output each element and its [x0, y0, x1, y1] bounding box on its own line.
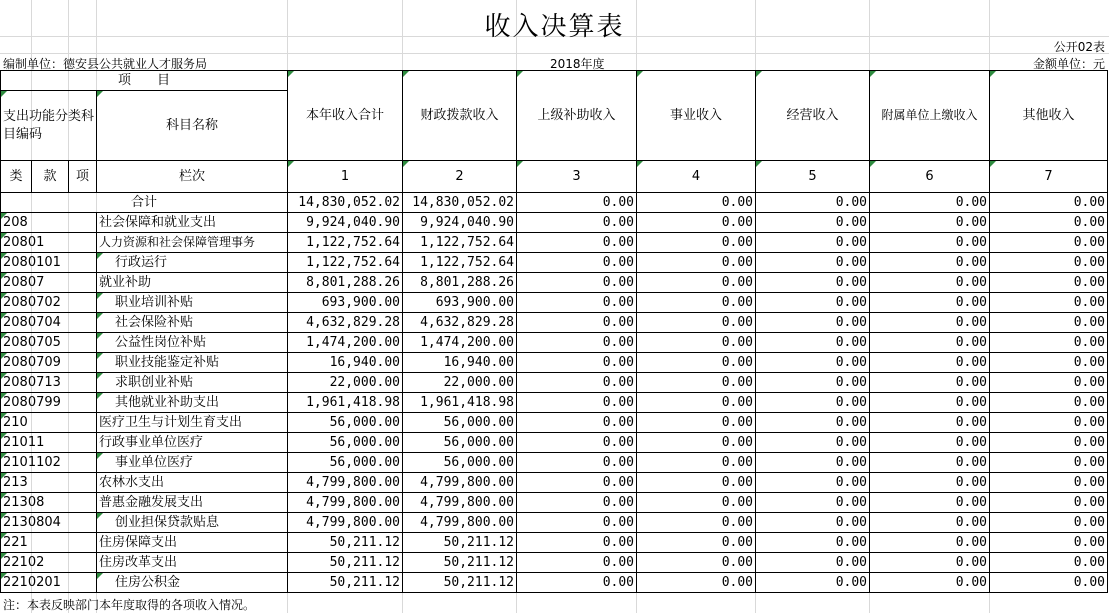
- amount-cell: 16,940.00: [403, 353, 517, 373]
- table-row: [1, 573, 1108, 593]
- amount-cell: 0.00: [637, 533, 756, 553]
- amount-cell: 56,000.00: [288, 433, 403, 453]
- subject-name: 行政运行: [97, 253, 288, 273]
- amount-cell: 0.00: [637, 513, 756, 533]
- amount-cell: 0.00: [756, 233, 870, 253]
- table-row: [1, 493, 1108, 513]
- amount-cell: 0.00: [517, 233, 637, 253]
- subject-code: 2080702: [1, 293, 97, 313]
- subject-code: 2080705: [1, 333, 97, 353]
- subject-name: 普惠金融发展支出: [97, 493, 288, 513]
- amount-cell: 56,000.00: [288, 413, 403, 433]
- amount-cell: 0.00: [870, 393, 990, 413]
- table-row: [1, 553, 1108, 573]
- amount-cell: 0.00: [637, 493, 756, 513]
- amount-cell: 22,000.00: [288, 373, 403, 393]
- amount-cell: 0.00: [756, 353, 870, 373]
- subject-code: 20801: [1, 233, 97, 253]
- header-subject-name: 科目名称: [97, 91, 288, 161]
- amount-cell: 0.00: [517, 513, 637, 533]
- subject-code: 22102: [1, 553, 97, 573]
- amount-cell: 0.00: [990, 393, 1108, 413]
- amount-cell: 0.00: [990, 493, 1108, 513]
- amount-cell: 0.00: [990, 553, 1108, 573]
- amount-cell: 0.00: [870, 213, 990, 233]
- amount-cell: 0.00: [637, 273, 756, 293]
- amount-cell: 0.00: [990, 333, 1108, 353]
- gridline: [0, 53, 1109, 54]
- amount-cell: 0.00: [870, 313, 990, 333]
- amount-cell: 50,211.12: [403, 553, 517, 573]
- header-kuan: 款: [32, 161, 69, 193]
- total-value: 0.00: [870, 193, 990, 213]
- amount-cell: 4,799,800.00: [288, 513, 403, 533]
- table-row: [1, 273, 1108, 293]
- total-value: 0.00: [637, 193, 756, 213]
- amount-cell: 0.00: [870, 353, 990, 373]
- amount-cell: 0.00: [637, 373, 756, 393]
- amount-cell: 0.00: [870, 233, 990, 253]
- amount-cell: 16,940.00: [288, 353, 403, 373]
- subject-name: 创业担保贷款贴息: [97, 513, 288, 533]
- amount-cell: 0.00: [756, 493, 870, 513]
- amount-cell: 0.00: [870, 573, 990, 593]
- amount-cell: 0.00: [756, 273, 870, 293]
- amount-cell: 0.00: [517, 353, 637, 373]
- amount-cell: 0.00: [756, 413, 870, 433]
- total-label: 合计: [1, 193, 288, 213]
- subject-name: 社会保险补贴: [97, 313, 288, 333]
- amount-cell: 1,122,752.64: [403, 253, 517, 273]
- header-code-group: 支出功能分类科目编码: [1, 91, 97, 161]
- subject-code: 21308: [1, 493, 97, 513]
- amount-cell: 0.00: [637, 433, 756, 453]
- amount-cell: 0.00: [756, 573, 870, 593]
- amount-cell: 50,211.12: [403, 533, 517, 553]
- amount-cell: 0.00: [990, 473, 1108, 493]
- amount-cell: 0.00: [870, 253, 990, 273]
- amount-cell: 0.00: [637, 393, 756, 413]
- amount-cell: 9,924,040.90: [403, 213, 517, 233]
- amount-cell: 0.00: [756, 373, 870, 393]
- report-title: 收入决算表: [484, 12, 625, 42]
- income-table: [0, 70, 1108, 593]
- amount-cell: 0.00: [756, 513, 870, 533]
- col-header-total: 本年收入合计: [288, 71, 403, 161]
- header-lei: 类: [1, 161, 32, 193]
- amount-cell: 0.00: [990, 233, 1108, 253]
- subject-name: 行政事业单位医疗: [97, 433, 288, 453]
- col-header-affiliated: 附属单位上缴收入: [870, 71, 990, 161]
- amount-cell: 0.00: [990, 453, 1108, 473]
- amount-cell: 0.00: [990, 573, 1108, 593]
- col-header-business: 事业收入: [637, 71, 756, 161]
- amount-cell: 0.00: [637, 213, 756, 233]
- amount-cell: 4,799,800.00: [403, 473, 517, 493]
- amount-cell: 0.00: [517, 333, 637, 353]
- amount-cell: 0.00: [517, 253, 637, 273]
- subject-code: 2080713: [1, 373, 97, 393]
- amount-cell: 0.00: [870, 493, 990, 513]
- amount-cell: 0.00: [870, 553, 990, 573]
- amount-cell: 9,924,040.90: [288, 213, 403, 233]
- amount-cell: 4,799,800.00: [288, 473, 403, 493]
- subject-name: 求职创业补贴: [97, 373, 288, 393]
- amount-cell: 4,799,800.00: [288, 493, 403, 513]
- subject-name: 职业培训补贴: [97, 293, 288, 313]
- table-row: [1, 373, 1108, 393]
- amount-cell: 0.00: [637, 573, 756, 593]
- col-number: 7: [990, 161, 1108, 193]
- col-header-superior: 上级补助收入: [517, 71, 637, 161]
- amount-cell: 0.00: [990, 293, 1108, 313]
- amount-cell: 0.00: [990, 533, 1108, 553]
- amount-cell: 0.00: [870, 413, 990, 433]
- subject-code: 210: [1, 413, 97, 433]
- amount-cell: 0.00: [990, 373, 1108, 393]
- col-number: 1: [288, 161, 403, 193]
- total-value: 0.00: [756, 193, 870, 213]
- amount-cell: 1,122,752.64: [288, 253, 403, 273]
- header-xiang: 项: [69, 161, 97, 193]
- subject-code: 2080704: [1, 313, 97, 333]
- amount-cell: 0.00: [517, 553, 637, 573]
- amount-cell: 0.00: [870, 453, 990, 473]
- amount-cell: 0.00: [990, 273, 1108, 293]
- amount-cell: 0.00: [637, 253, 756, 273]
- col-number: 3: [517, 161, 637, 193]
- form-number: 公开02表: [1053, 40, 1105, 54]
- amount-cell: 0.00: [756, 453, 870, 473]
- fiscal-year: 2018年度: [550, 57, 605, 71]
- subject-code: 221: [1, 533, 97, 553]
- subject-name: 住房公积金: [97, 573, 288, 593]
- amount-cell: 0.00: [637, 313, 756, 333]
- amount-cell: 0.00: [637, 413, 756, 433]
- subject-code: 213: [1, 473, 97, 493]
- table-row: [1, 413, 1108, 433]
- amount-cell: 1,961,418.98: [288, 393, 403, 413]
- amount-cell: 0.00: [870, 513, 990, 533]
- amount-cell: 50,211.12: [288, 553, 403, 573]
- amount-cell: 0.00: [870, 533, 990, 553]
- amount-cell: 0.00: [517, 293, 637, 313]
- amount-cell: 0.00: [517, 573, 637, 593]
- table-row: [1, 333, 1108, 353]
- amount-cell: 0.00: [637, 333, 756, 353]
- amount-cell: 0.00: [756, 393, 870, 413]
- amount-cell: 0.00: [990, 213, 1108, 233]
- amount-cell: 8,801,288.26: [288, 273, 403, 293]
- amount-cell: 56,000.00: [403, 433, 517, 453]
- amount-cell: 56,000.00: [403, 413, 517, 433]
- amount-cell: 0.00: [756, 293, 870, 313]
- amount-cell: 0.00: [637, 353, 756, 373]
- subject-code: 20807: [1, 273, 97, 293]
- amount-cell: 693,900.00: [288, 293, 403, 313]
- amount-cell: 0.00: [756, 433, 870, 453]
- subject-name: 事业单位医疗: [97, 453, 288, 473]
- subject-name: 住房改革支出: [97, 553, 288, 573]
- col-number: 6: [870, 161, 990, 193]
- amount-cell: 0.00: [756, 553, 870, 573]
- total-value: 0.00: [517, 193, 637, 213]
- table-row: [1, 393, 1108, 413]
- subject-code: 2130804: [1, 513, 97, 533]
- amount-cell: 0.00: [990, 313, 1108, 333]
- amount-cell: 1,122,752.64: [288, 233, 403, 253]
- amount-cell: 4,632,829.28: [288, 313, 403, 333]
- total-row: [1, 193, 1108, 213]
- subject-name: 医疗卫生与计划生育支出: [97, 413, 288, 433]
- amount-cell: 50,211.12: [288, 573, 403, 593]
- total-value: 14,830,052.02: [403, 193, 517, 213]
- table-row: [1, 353, 1108, 373]
- subject-name: 其他就业补助支出: [97, 393, 288, 413]
- amount-cell: 0.00: [517, 313, 637, 333]
- table-row: [1, 233, 1108, 253]
- amount-cell: 0.00: [756, 213, 870, 233]
- amount-cell: 0.00: [637, 453, 756, 473]
- amount-cell: 4,799,800.00: [403, 513, 517, 533]
- amount-cell: 0.00: [517, 453, 637, 473]
- reporting-unit: 编制单位：德安县公共就业人才服务局: [3, 57, 208, 71]
- subject-name: 人力资源和社会保障管理事务: [97, 233, 288, 253]
- col-header-fiscal: 财政拨款收入: [403, 71, 517, 161]
- amount-cell: 0.00: [517, 433, 637, 453]
- amount-cell: 0.00: [870, 433, 990, 453]
- amount-cell: 0.00: [517, 213, 637, 233]
- amount-cell: 0.00: [990, 253, 1108, 273]
- amount-cell: 0.00: [870, 473, 990, 493]
- subject-code: 2210201: [1, 573, 97, 593]
- currency-unit: 金额单位：元: [1032, 57, 1105, 71]
- amount-cell: 1,961,418.98: [403, 393, 517, 413]
- table-row: [1, 213, 1108, 233]
- amount-cell: 0.00: [517, 373, 637, 393]
- table-row: [1, 473, 1108, 493]
- amount-cell: 0.00: [870, 273, 990, 293]
- header-lanci: 栏次: [97, 161, 288, 193]
- table-note: 注：本表反映部门本年度取得的各项收入情况。: [3, 598, 256, 612]
- amount-cell: 0.00: [756, 333, 870, 353]
- amount-cell: 56,000.00: [288, 453, 403, 473]
- amount-cell: 0.00: [637, 553, 756, 573]
- amount-cell: 4,632,829.28: [403, 313, 517, 333]
- amount-cell: 1,474,200.00: [288, 333, 403, 353]
- subject-code: 2080799: [1, 393, 97, 413]
- table-row: [1, 513, 1108, 533]
- amount-cell: 0.00: [756, 253, 870, 273]
- subject-name: 公益性岗位补贴: [97, 333, 288, 353]
- col-header-other: 其他收入: [990, 71, 1108, 161]
- amount-cell: 0.00: [517, 473, 637, 493]
- table-row: [1, 253, 1108, 273]
- amount-cell: 50,211.12: [403, 573, 517, 593]
- subject-code: 21011: [1, 433, 97, 453]
- amount-cell: 0.00: [990, 433, 1108, 453]
- subject-name: 住房保障支出: [97, 533, 288, 553]
- col-number: 5: [756, 161, 870, 193]
- header-item: 项 目: [1, 71, 288, 91]
- amount-cell: 0.00: [990, 513, 1108, 533]
- amount-cell: 50,211.12: [288, 533, 403, 553]
- subject-name: 就业补助: [97, 273, 288, 293]
- amount-cell: 0.00: [637, 473, 756, 493]
- amount-cell: 0.00: [517, 273, 637, 293]
- subject-name: 社会保障和就业支出: [97, 213, 288, 233]
- col-number: 2: [403, 161, 517, 193]
- table-row: [1, 533, 1108, 553]
- subject-name: 职业技能鉴定补贴: [97, 353, 288, 373]
- amount-cell: 22,000.00: [403, 373, 517, 393]
- amount-cell: 0.00: [756, 313, 870, 333]
- table-row: [1, 453, 1108, 473]
- amount-cell: 0.00: [756, 473, 870, 493]
- amount-cell: 1,122,752.64: [403, 233, 517, 253]
- amount-cell: 8,801,288.26: [403, 273, 517, 293]
- amount-cell: 0.00: [990, 353, 1108, 373]
- amount-cell: 56,000.00: [403, 453, 517, 473]
- col-header-operating: 经营收入: [756, 71, 870, 161]
- subject-code: 2101102: [1, 453, 97, 473]
- amount-cell: 1,474,200.00: [403, 333, 517, 353]
- total-value: 14,830,052.02: [288, 193, 403, 213]
- subject-name: 农林水支出: [97, 473, 288, 493]
- amount-cell: 4,799,800.00: [403, 493, 517, 513]
- table-row: [1, 313, 1108, 333]
- subject-code: 2080101: [1, 253, 97, 273]
- subject-code: 2080709: [1, 353, 97, 373]
- amount-cell: 0.00: [870, 373, 990, 393]
- amount-cell: 693,900.00: [403, 293, 517, 313]
- amount-cell: 0.00: [637, 233, 756, 253]
- amount-cell: 0.00: [990, 413, 1108, 433]
- amount-cell: 0.00: [870, 333, 990, 353]
- subject-code: 208: [1, 213, 97, 233]
- amount-cell: 0.00: [517, 413, 637, 433]
- total-value: 0.00: [990, 193, 1108, 213]
- amount-cell: 0.00: [517, 533, 637, 553]
- table-row: [1, 293, 1108, 313]
- table-row: [1, 433, 1108, 453]
- amount-cell: 0.00: [756, 533, 870, 553]
- amount-cell: 0.00: [637, 293, 756, 313]
- amount-cell: 0.00: [870, 293, 990, 313]
- amount-cell: 0.00: [517, 493, 637, 513]
- col-number: 4: [637, 161, 756, 193]
- amount-cell: 0.00: [517, 393, 637, 413]
